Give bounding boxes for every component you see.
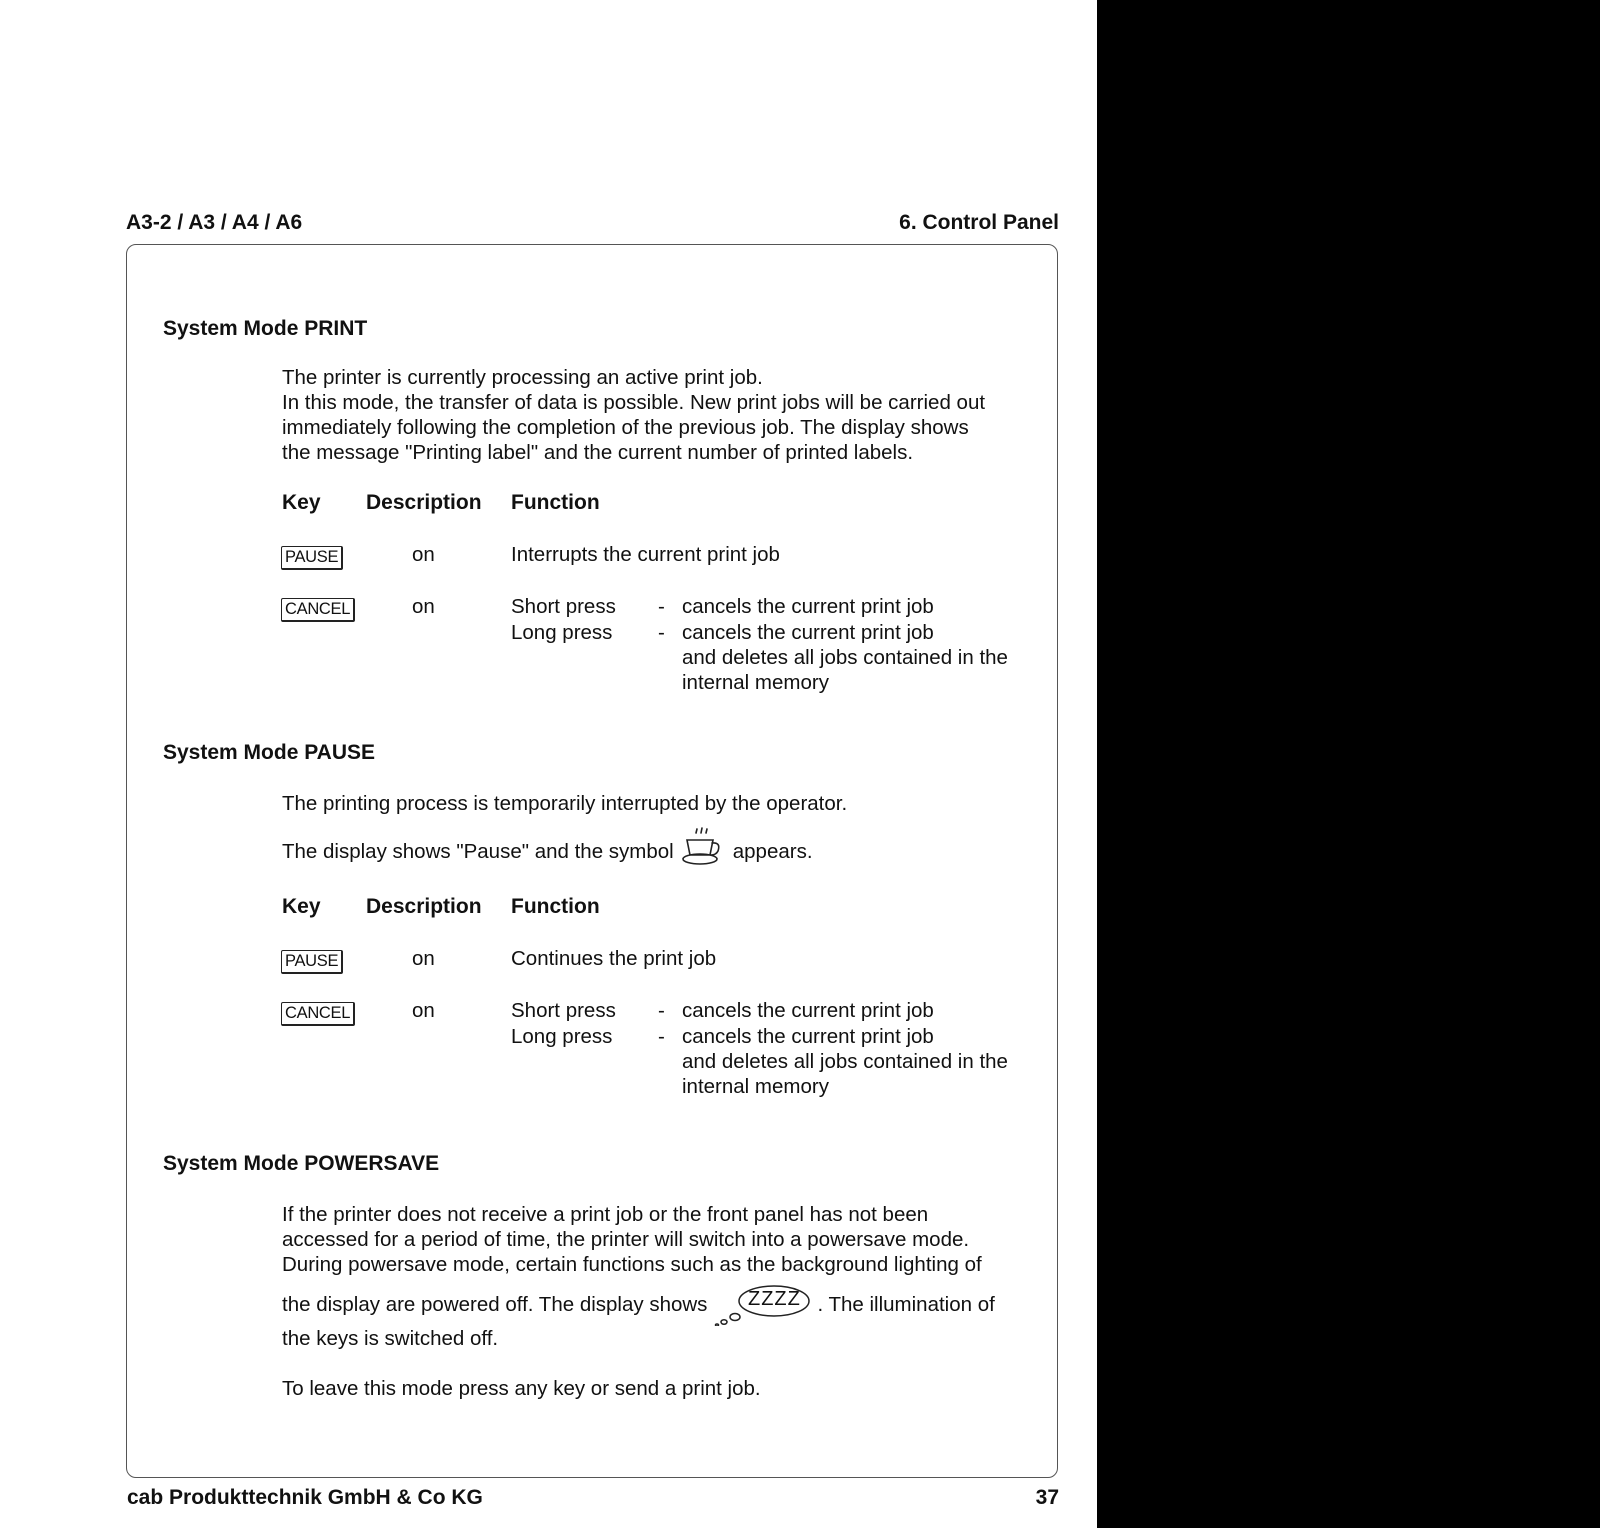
column-header-key: Key <box>282 895 321 918</box>
symbol-line-before: The display shows "Pause" and the symbol <box>282 839 674 863</box>
key-function: Continues the print job <box>511 947 717 970</box>
column-header-function: Function <box>511 491 600 514</box>
column-header-description: Description <box>366 491 482 514</box>
paragraph-line: During powersave mode, certain functions such as the background lighting of <box>282 1253 982 1276</box>
long-press-text-cont: and deletes all jobs contained in the <box>682 646 1008 669</box>
section-powersave-description <box>282 1202 982 1277</box>
sleep-bubble-icon <box>713 1282 813 1326</box>
column-header-description: Description <box>366 895 482 918</box>
closing-line: To leave this mode press any key or send a print job. <box>282 1377 761 1400</box>
dash: - <box>658 621 665 644</box>
key-description: on <box>412 595 435 618</box>
paragraph-line: If the printer does not receive a print job or the front panel has not been <box>282 1203 929 1226</box>
section-print-description <box>282 365 985 465</box>
paragraph-line: the keys is switched off. <box>282 1327 499 1350</box>
sleep-text: ZZZZ <box>748 1288 801 1310</box>
paragraph-line: accessed for a period of time, the printer will switch into a powersave mode. <box>282 1228 970 1251</box>
key-function: Interrupts the current print job <box>511 543 780 566</box>
symbol-line-before: the display are powered off. The display shows <box>282 1292 708 1316</box>
pause-key-icon: PAUSE <box>281 950 343 974</box>
long-press-label: Long press <box>511 1025 613 1048</box>
symbol-line-after: . The illumination of <box>817 1292 995 1316</box>
section-title-print: System Mode PRINT <box>163 317 368 340</box>
key-description: on <box>412 543 435 566</box>
long-press-text-cont: internal memory <box>682 1075 829 1098</box>
column-header-function: Function <box>511 895 600 918</box>
coffee-cup-icon <box>681 826 727 876</box>
symbol-line-after: appears. <box>732 839 813 863</box>
key-row-pause <box>281 546 343 570</box>
paragraph-line: The printer is currently processing an active print job. <box>282 366 763 389</box>
key-row-cancel <box>281 1002 355 1026</box>
paragraph-line: the message "Printing label" and the current number of printed labels. <box>282 441 914 464</box>
dash: - <box>658 1025 665 1048</box>
dash: - <box>658 595 665 618</box>
pause-key-icon: PAUSE <box>281 546 343 570</box>
long-press-text-cont: and deletes all jobs contained in the <box>682 1050 1008 1073</box>
section-title-pause: System Mode PAUSE <box>163 741 375 764</box>
header-chapter: 6. Control Panel <box>899 211 1059 234</box>
paragraph-line: The printing process is temporarily interrupted by the operator. <box>282 792 848 815</box>
paragraph-line: In this mode, the transfer of data is possible. New print jobs will be carried out <box>282 391 986 414</box>
dash: - <box>658 999 665 1022</box>
cancel-key-icon: CANCEL <box>281 1002 355 1026</box>
long-press-text-cont: internal memory <box>682 671 829 694</box>
paragraph-line: immediately following the completion of the previous job. The display shows <box>282 416 969 439</box>
key-row-pause <box>281 950 343 974</box>
column-header-key: Key <box>282 491 321 514</box>
powersave-symbol-line <box>282 1282 995 1326</box>
short-press-text: cancels the current print job <box>682 595 934 618</box>
cancel-key-icon: CANCEL <box>281 598 355 622</box>
long-press-text: cancels the current print job <box>682 1025 934 1048</box>
section-title-powersave: System Mode POWERSAVE <box>163 1152 440 1175</box>
short-press-text: cancels the current print job <box>682 999 934 1022</box>
page-number: 37 <box>1035 1486 1059 1509</box>
short-press-label: Short press <box>511 999 616 1022</box>
pause-symbol-line <box>282 826 813 876</box>
footer-company: cab Produkttechnik GmbH & Co KG <box>127 1486 483 1509</box>
long-press-label: Long press <box>511 621 613 644</box>
header-model: A3-2 / A3 / A4 / A6 <box>126 211 303 234</box>
key-row-cancel <box>281 598 355 622</box>
key-description: on <box>412 947 435 970</box>
short-press-label: Short press <box>511 595 616 618</box>
long-press-text: cancels the current print job <box>682 621 934 644</box>
key-description: on <box>412 999 435 1022</box>
